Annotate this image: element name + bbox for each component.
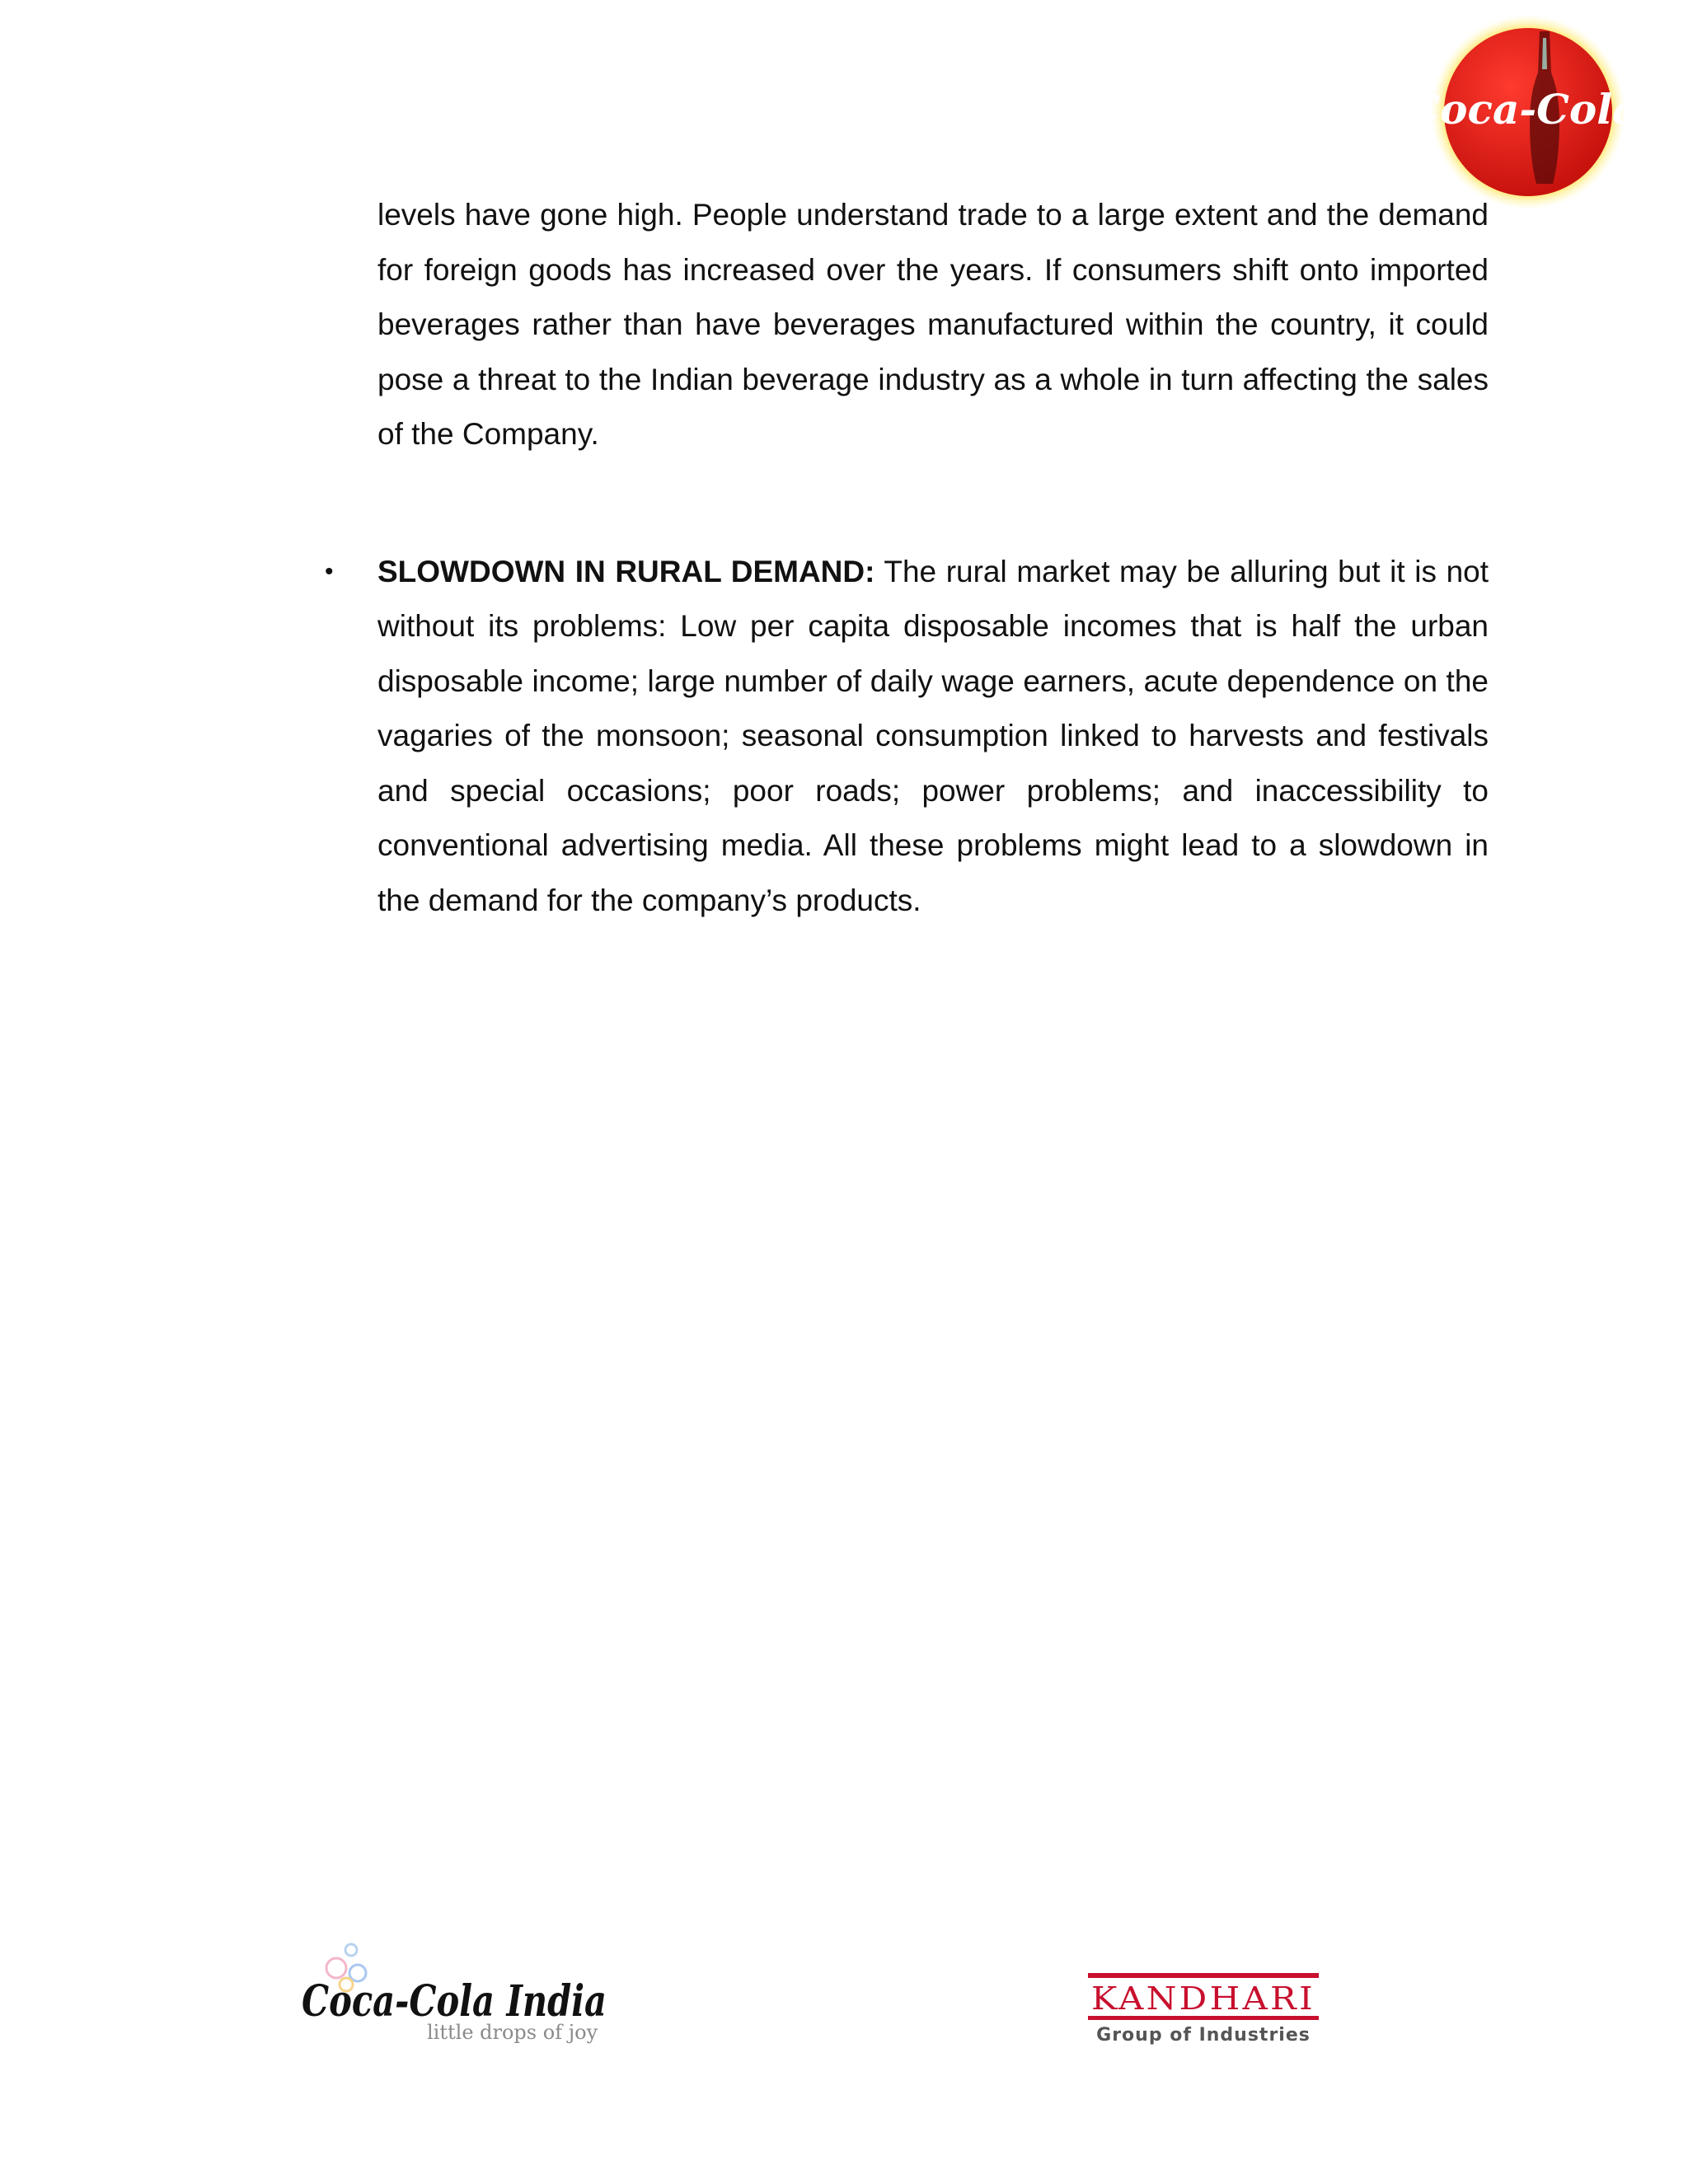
coca-cola-bottle-badge-icon <box>1407 15 1639 213</box>
badge-wordmark: Coca-Cola <box>1407 85 1639 134</box>
bullet-marker: • <box>325 557 334 585</box>
footer-wordmark: Coca-Cola India <box>302 1976 607 2027</box>
bullet-item <box>325 545 1489 929</box>
kandhari-logo <box>1086 1970 1320 2049</box>
continuation-paragraph: levels have gone high. People understand trade to a large extent and the demand for foreign goods has increased over the years. If consumers shift onto imported beverages rather than have beverages manufactured within the country, it could pose a threat to the Indian beverage industry as a whole in turn affecting the sales of the Company. <box>377 198 1489 451</box>
coca-cola-india-logo <box>298 1935 612 2047</box>
footer-tagline: little drops of joy <box>427 2021 598 2044</box>
document-body <box>325 188 1489 928</box>
bullet-heading: SLOWDOWN IN RURAL DEMAND: <box>377 554 875 588</box>
bullet-paragraph <box>377 545 1489 929</box>
kandhari-subtitle: Group of Industries <box>1096 2025 1311 2046</box>
kandhari-name: KANDHARI <box>1091 1980 1315 2017</box>
bullet-text: The rural market may be alluring but it is not without its problems: Low per capita disposable incomes that is half the urban disposable income; large number of daily wage earners, acute dependence on the vagaries of the monsoon; seasonal consumption linked to harvests and festivals and special occasions; poor roads; power problems; and inaccessibility to conventional advertising media. All these problems might lead to a slowdown in the demand for the company’s products. <box>377 554 1489 917</box>
